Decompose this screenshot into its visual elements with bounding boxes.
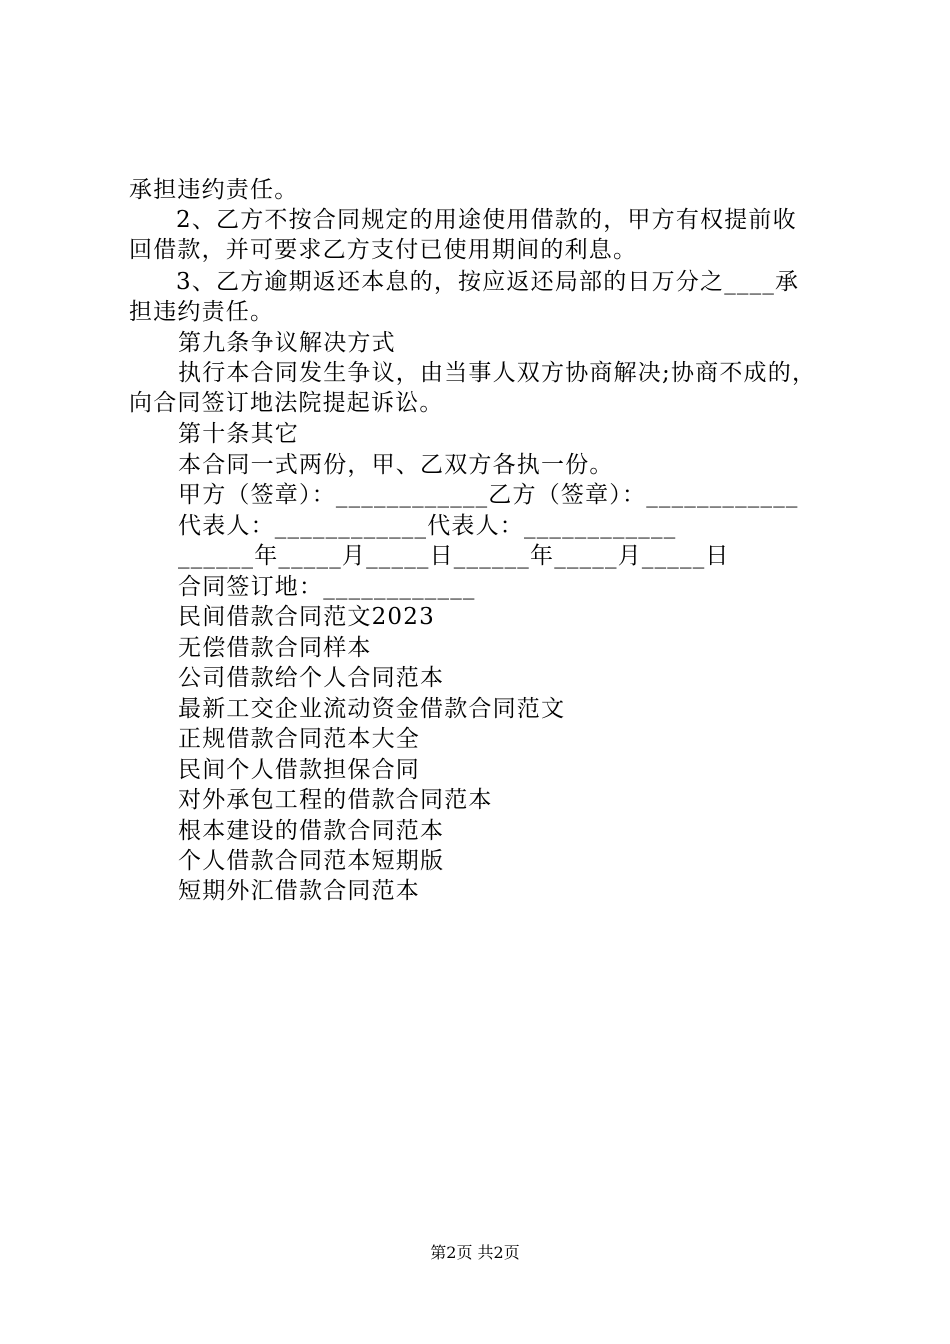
text-line: 担违约责任。 bbox=[129, 299, 275, 325]
related-doc-title: 民间个人借款担保合同 bbox=[178, 757, 420, 783]
related-doc-title: 公司借款给个人合同范本 bbox=[178, 665, 445, 691]
text-line: 向合同签订地法院提起诉讼。 bbox=[129, 390, 444, 416]
related-doc-title: 短期外汇借款合同范本 bbox=[178, 878, 420, 904]
section-heading: 第九条争议解决方式 bbox=[178, 330, 396, 356]
text-line: 2、乙方不按合同规定的用途使用借款的，甲方有权提前收 bbox=[176, 207, 797, 233]
text-line: 本合同一式两份，甲、乙双方各执一份。 bbox=[178, 452, 614, 478]
date-line: ______年_____月_____日______年_____月_____日 bbox=[178, 543, 730, 569]
related-doc-title: 无偿借款合同样本 bbox=[178, 635, 372, 661]
page-number-footer: 第2页 共2页 bbox=[430, 1243, 520, 1262]
section-heading: 第十条其它 bbox=[178, 421, 299, 447]
related-doc-title: 个人借款合同范本短期版 bbox=[178, 848, 445, 874]
signing-place-line: 合同签订地：____________ bbox=[178, 574, 476, 600]
signature-line: 甲方（签章）：____________乙方（签章）：____________ bbox=[178, 482, 799, 508]
related-doc-title: 根本建设的借款合同范本 bbox=[178, 818, 445, 844]
related-doc-title: 正规借款合同范本大全 bbox=[178, 726, 420, 752]
text-line: 承担违约责任。 bbox=[129, 177, 299, 203]
text-line: 回借款，并可要求乙方支付已使用期间的利息。 bbox=[129, 237, 638, 263]
related-doc-title: 民间借款合同范文2023 bbox=[178, 604, 435, 630]
related-doc-title: 最新工交企业流动资金借款合同范文 bbox=[178, 696, 566, 722]
text-line: 3、乙方逾期返还本息的，按应返还局部的日万分之____承 bbox=[176, 269, 800, 295]
text-line: 执行本合同发生争议，由当事人双方协商解决;协商不成的， bbox=[178, 360, 817, 386]
representative-line: 代表人：____________代表人：____________ bbox=[178, 513, 677, 539]
related-doc-title: 对外承包工程的借款合同范本 bbox=[178, 787, 493, 813]
